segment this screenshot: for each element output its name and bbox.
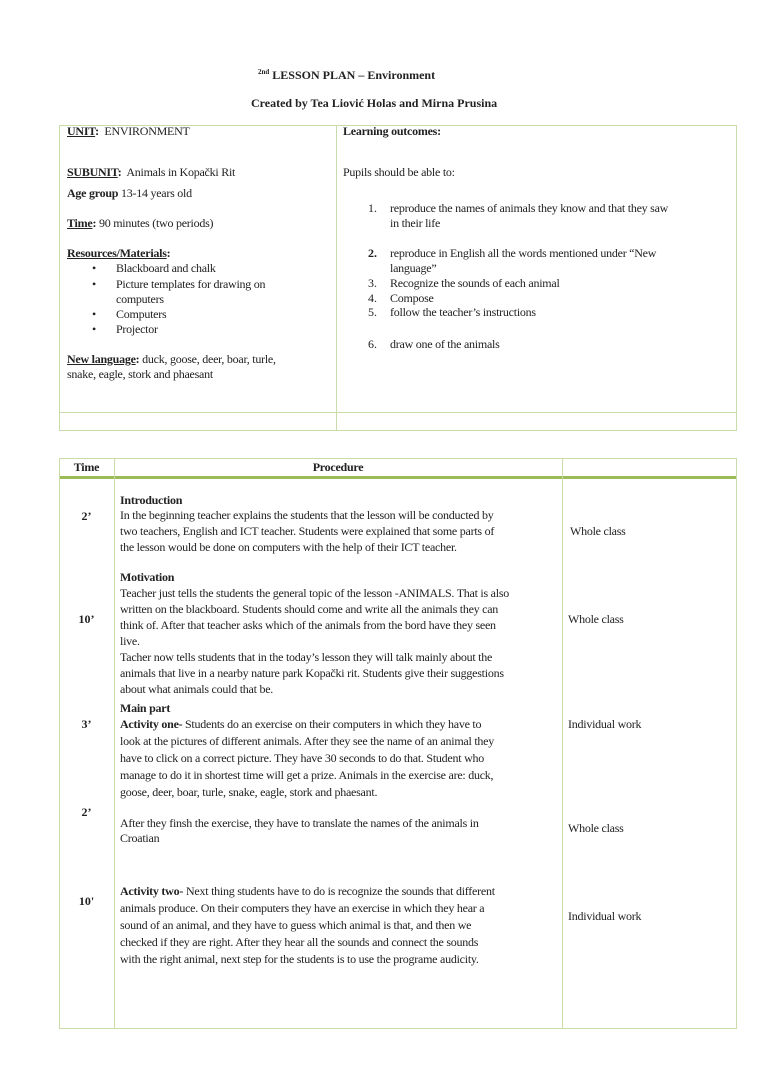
procedure-text-line: checked if they are right. After they hear all the sounds and connect the sounds: [120, 935, 479, 949]
outcome-number: 4.: [368, 291, 377, 305]
resources-heading: Resources/Materials:: [67, 246, 171, 260]
title-text: LESSON PLAN – Environment: [272, 68, 436, 82]
outcomes-heading: Learning outcomes:: [343, 124, 441, 138]
resource-item: Picture templates for drawing on: [116, 277, 266, 291]
age-label: Age group: [67, 186, 119, 200]
unit-value: ENVIRONMENT: [104, 124, 190, 138]
procedure-text-line: In the beginning teacher explains the students that the lesson will be conducted by: [120, 508, 494, 522]
time-label: Time: [67, 216, 93, 230]
procedure-text-line: goose, deer, boar, turle, snake, eagle, stork and phaesant.: [120, 785, 378, 799]
bullet-icon: •: [92, 261, 97, 275]
authors-line: Created by Tea Liović Holas and Mirna Prusina: [251, 96, 498, 110]
unit-label: UNIT: [67, 124, 96, 138]
outcome-text: language”: [390, 261, 437, 275]
time-cell: 10’: [78, 612, 95, 626]
organisation-cell: Whole class: [568, 821, 624, 835]
procedure-text-line: Teacher just tells the students the general topic of the lesson -ANIMALS. That is also: [120, 586, 510, 600]
bullet-icon: •: [92, 307, 97, 321]
document-title: [258, 65, 435, 83]
subunit-value: Animals in Kopački Rit: [126, 165, 236, 179]
section-title-main-part: Main part: [120, 701, 171, 715]
organisation-cell: Individual work: [568, 717, 642, 731]
procedure-text-line: the lesson would be done on computers with the help of their ICT teacher.: [120, 540, 457, 554]
procedure-text-line: animals that live in a nearby nature park Kopački rit. Students give their suggestions: [120, 666, 504, 680]
age-value: 13-14 years old: [120, 186, 192, 200]
procedure-text-line: think of. After that teacher asks which of the animals from the bord have they seen: [120, 618, 496, 632]
outcome-text: reproduce the names of animals they know and that they saw: [390, 201, 669, 215]
subunit-label: SUBUNIT: [67, 165, 118, 179]
procedure-text-line: look at the pictures of different animals. After they see the name of an animal they: [120, 734, 494, 748]
outcome-number: 2.: [368, 246, 377, 260]
resource-item: Blackboard and chalk: [116, 261, 216, 275]
procedure-text-line: Students do an exercise on their computers in which they have to: [185, 717, 482, 731]
subunit-field: SUBUNIT: Animals in Kopački Rit: [67, 165, 236, 179]
time-value: 90 minutes (two periods): [98, 216, 214, 230]
procedure-text-line: Tacher now tells students that in the today’s lesson they will talk mainly about the: [120, 650, 493, 664]
outcome-number: 6.: [368, 337, 377, 351]
unit-field: UNIT: ENVIRONMENT: [67, 124, 190, 138]
time-cell: 2’: [81, 805, 92, 819]
resource-item-continued: computers: [116, 292, 164, 306]
bullet-icon: •: [92, 322, 97, 336]
time-field: Time: 90 minutes (two periods): [67, 216, 214, 230]
organisation-cell: Whole class: [570, 524, 626, 538]
age-field: [67, 186, 192, 201]
procedure-text-line: animals produce. On their computers they have an exercise in which they hear a: [120, 901, 485, 915]
procedure-text-line: manage to do it in shortest time will get a prize. Animals in the exercise are: duck,: [120, 768, 494, 782]
outcome-text: reproduce in English all the words mentioned under “New: [390, 246, 657, 260]
new-language-label: New language: [67, 352, 136, 366]
activity-two-label: Activity two-: [120, 884, 184, 898]
organisation-cell: Whole class: [568, 612, 624, 626]
new-language-line: snake, eagle, stork and phaesant: [67, 367, 213, 381]
procedure-text-line: sound of an animal, and they have to guess which animal is that, and then we: [120, 918, 472, 932]
title-superscript: 2nd: [258, 68, 270, 76]
procedure-text-line: two teachers, English and ICT teacher. Students were explained that some parts of: [120, 524, 495, 538]
new-language-field: New language: duck, goose, deer, boar, turle,: [67, 352, 276, 366]
procedure-text-line: Next thing students have to do is recognize the sounds that different: [186, 884, 495, 898]
resources-label: Resources/Materials: [67, 246, 167, 260]
procedure-text-line: Croatian: [120, 831, 160, 845]
procedure-text-line: live.: [120, 634, 140, 648]
outcome-text: in their life: [390, 216, 441, 230]
time-cell: 2’: [81, 509, 92, 523]
column-header-procedure: Procedure: [312, 460, 364, 474]
time-cell: 3’: [81, 717, 92, 731]
procedure-text-line: with the right animal, next step for the students is to use the programe audicity.: [120, 952, 479, 966]
procedure-text-line: After they finsh the exercise, they have to translate the names of the animals in: [120, 816, 479, 830]
outcome-text: follow the teacher’s instructions: [390, 305, 536, 319]
outcome-number: 1.: [368, 201, 377, 215]
outcome-text: Recognize the sounds of each animal: [390, 276, 560, 290]
new-language-line: duck, goose, deer, boar, turle,: [142, 352, 276, 366]
section-title-motivation: Motivation: [120, 570, 175, 584]
outcome-number: 3.: [368, 276, 377, 290]
procedure-text-line: have to click on a correct picture. They have 30 seconds to do that. Student who: [120, 751, 484, 765]
resource-item: Computers: [116, 307, 167, 321]
time-cell: 10': [78, 894, 95, 908]
column-header-time: Time: [73, 460, 100, 474]
outcome-number: 5.: [368, 305, 377, 319]
procedure-text-line: written on the blackboard. Students should come and write all the animals they can: [120, 602, 499, 616]
bullet-icon: •: [92, 277, 97, 291]
section-title-introduction: Introduction: [120, 493, 183, 507]
outcomes-intro: Pupils should be able to:: [343, 165, 455, 179]
organisation-cell: Individual work: [568, 909, 642, 923]
activity-one-label: Activity one-: [120, 717, 183, 731]
resource-item: Projector: [116, 322, 158, 336]
procedure-text-line: about what animals could that be.: [120, 682, 274, 696]
outcome-text: draw one of the animals: [390, 337, 500, 351]
outcome-text: Compose: [390, 291, 434, 305]
